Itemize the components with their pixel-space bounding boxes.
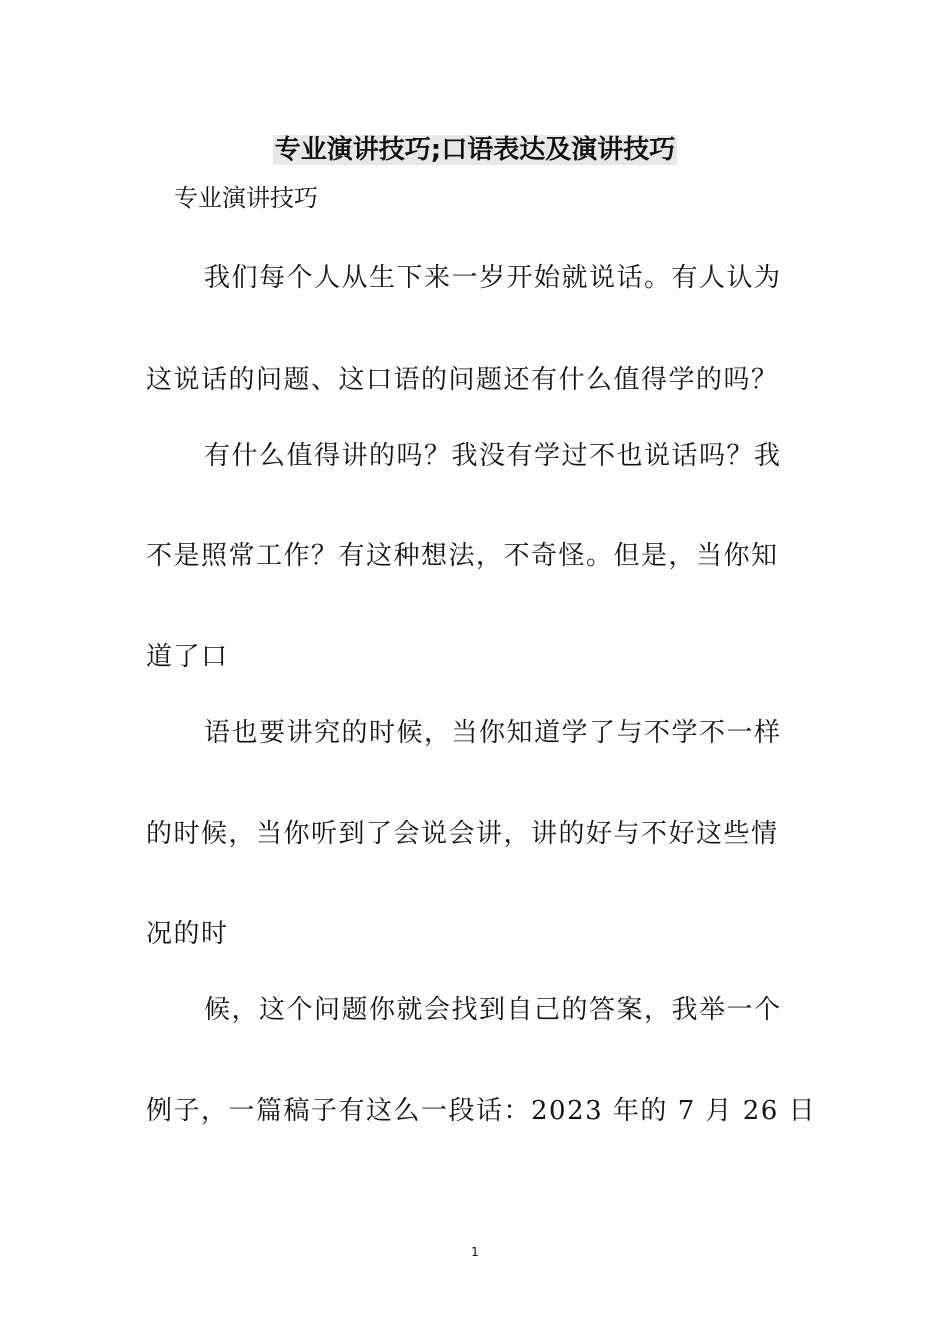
body-line-7: 的时候，当你听到了会说会讲，讲的好与不好这些情 [146,819,779,849]
page-title-text: 专业演讲技巧;口语表达及演讲技巧 [274,135,676,165]
body-line-9: 候，这个问题你就会找到自己的答案，我举一个 [204,995,782,1025]
body-line-6: 语也要讲究的时候，当你知道学了与不学不一样 [204,718,782,748]
page-title [0,130,950,170]
body-line-1: 我们每个人从生下来一岁开始就说话。有人认为 [204,263,782,293]
body-line-2: 这说话的问题、这口语的问题还有什么值得学的吗？ [146,365,779,395]
body-line-3: 有什么值得讲的吗？我没有学过不也说话吗？我 [204,441,782,471]
body-line-8: 况的时 [146,919,229,949]
page-number: 1 [471,1245,479,1259]
body-line-10: 例子，一篇稿子有这么一段话：2023 年的 7 月 26 日 [146,1096,817,1126]
subtitle: 专业演讲技巧 [174,184,318,212]
body-line-5: 道了口 [146,642,229,672]
body-line-4: 不是照常工作？有这种想法，不奇怪。但是，当你知 [146,541,779,571]
